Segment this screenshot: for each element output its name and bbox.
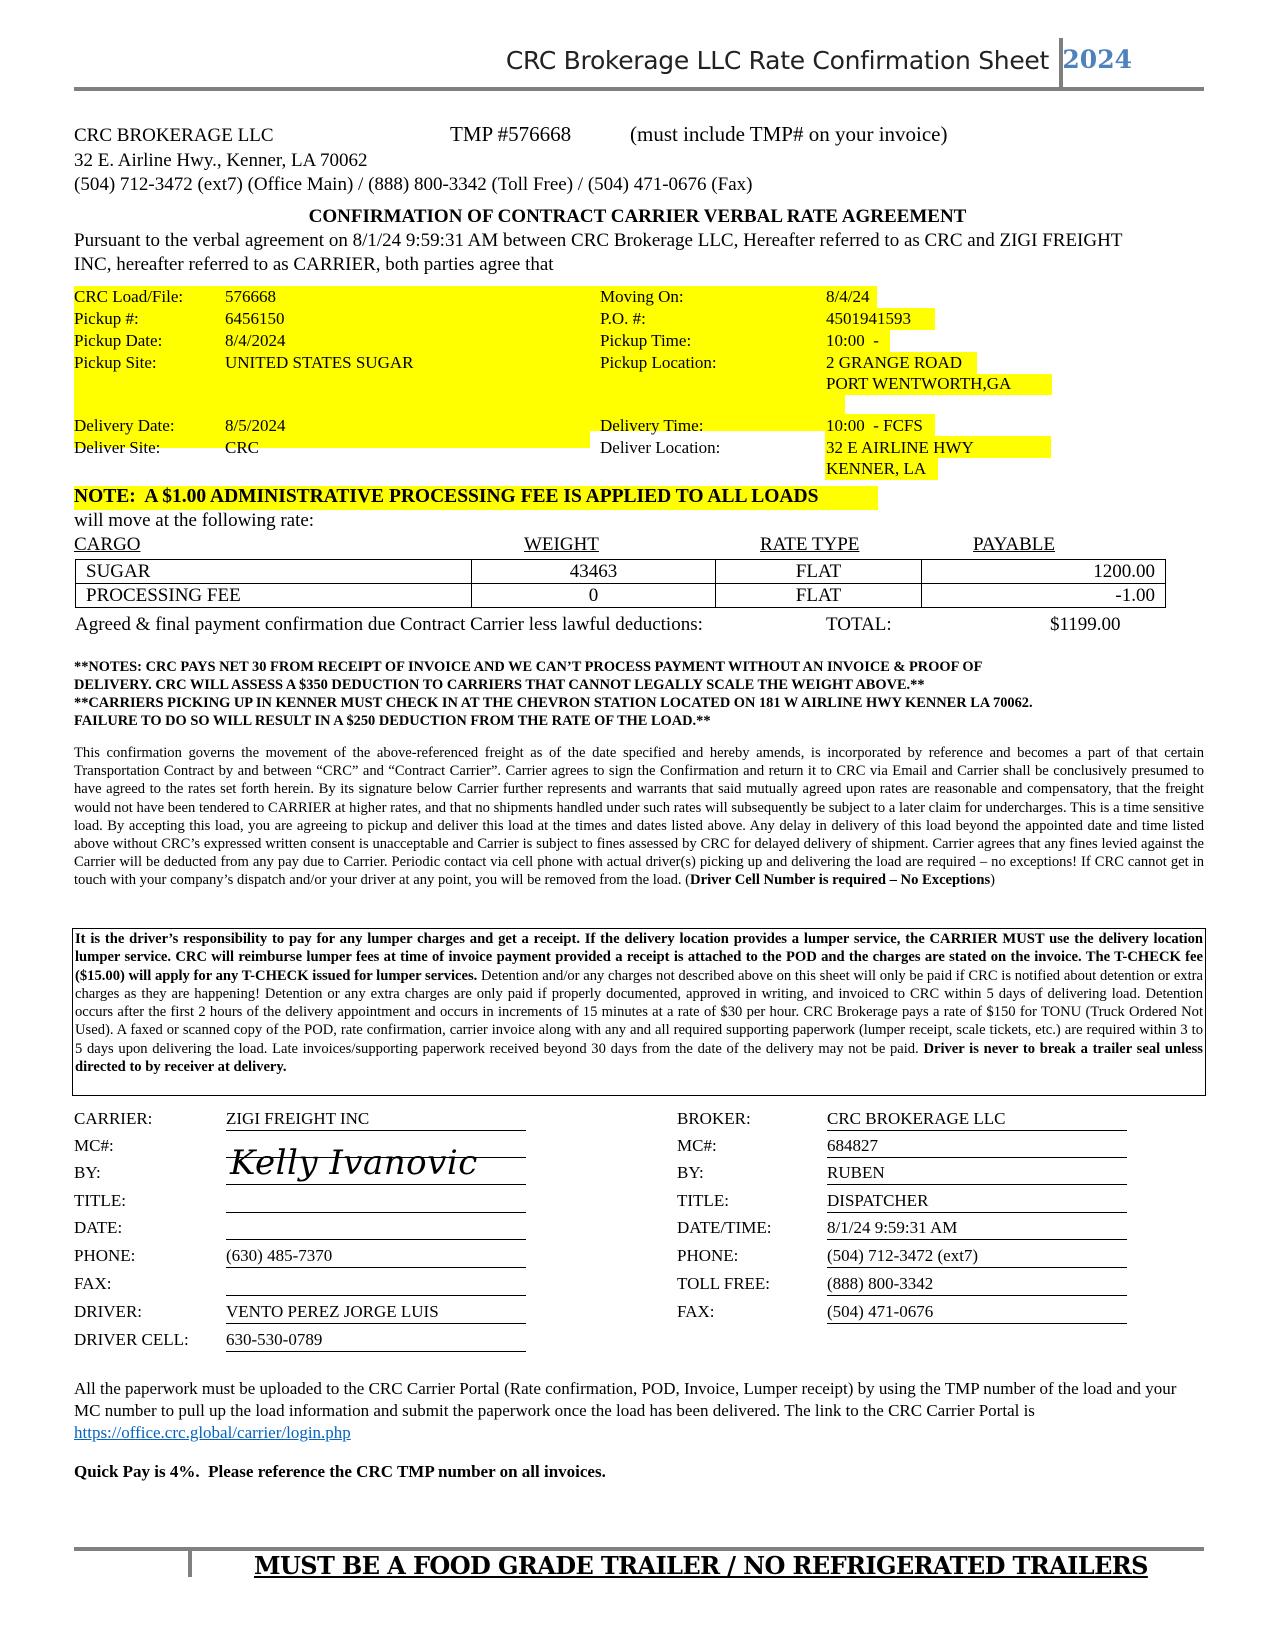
broker-phone-row [677, 1246, 1129, 1272]
driver-cell-row [74, 1330, 526, 1356]
driver-row [74, 1302, 526, 1328]
pickup-no-value: 6456150 [225, 309, 285, 328]
pickup-location-label: Pickup Location: [600, 353, 717, 372]
driver-cell-label: DRIVER CELL: [74, 1330, 189, 1349]
food-grade-trailer-notice: MUST BE A FOOD GRADE TRAILER / NO REFRIGERATED TRAILERS [254, 1551, 1148, 1580]
deliver-location-line-2: KENNER, LA [826, 459, 927, 478]
header-rate-type: RATE TYPE [760, 534, 860, 555]
delivery-time-label: Delivery Time: [600, 416, 704, 435]
broker-by-row [677, 1163, 1129, 1189]
broker-fax-label: FAX: [677, 1302, 715, 1321]
carrier-value: ZIGI FREIGHT INC [226, 1109, 526, 1131]
carrier-date-value [226, 1218, 526, 1240]
carrier-phone-label: PHONE: [74, 1246, 136, 1265]
notes-line: FAILURE TO DO SO WILL RESULT IN A $250 DEDUCTION FROM THE RATE OF THE LOAD.** [74, 713, 711, 729]
pickup-date-value: 8/4/2024 [225, 331, 286, 350]
quick-pay-note: Quick Pay is 4%. Please reference the CRC TMP number on all invoices. [74, 1462, 606, 1481]
broker-datetime-label: DATE/TIME: [677, 1218, 772, 1237]
broker-phone-value: (504) 712-3472 (ext7) [827, 1246, 1127, 1268]
terms-bold-tail: Driver Cell Number is required – No Exceptions [690, 872, 991, 889]
po-label: P.O. #: [600, 309, 646, 328]
broker-title-value: DISPATCHER [827, 1191, 1127, 1213]
driver-label: DRIVER: [74, 1302, 142, 1321]
total-label: TOTAL: [826, 614, 892, 635]
rate-type-cell: FLAT [716, 584, 922, 608]
carrier-date-row [74, 1218, 526, 1244]
deliver-location-line-1: 32 E AIRLINE HWY [826, 438, 974, 457]
lumper-policy-box [72, 928, 1206, 1096]
weight-cell: 0 [472, 584, 716, 608]
carrier-portal-link[interactable]: https://office.crc.global/carrier/login.php [74, 1423, 351, 1442]
agreement-line-2: INC, hereafter referred to as CARRIER, both parties agree that [74, 254, 554, 275]
carrier-fax-row [74, 1274, 526, 1300]
page-header [74, 42, 1204, 90]
broker-fax-row [677, 1302, 1129, 1328]
pickup-time-label: Pickup Time: [600, 331, 692, 350]
carrier-date-label: DATE: [74, 1218, 123, 1237]
pickup-site-label: Pickup Site: [74, 353, 157, 372]
broker-by-value: RUBEN [827, 1163, 1127, 1185]
pickup-date-label: Pickup Date: [74, 331, 163, 350]
deliver-location-label: Deliver Location: [600, 438, 721, 457]
agreement-line-1: Pursuant to the verbal agreement on 8/1/24 9:59:31 AM between CRC Brokerage LLC, Hereafter referred to as CRC and ZIGI FREIGHT [74, 230, 1123, 251]
broker-label: BROKER: [677, 1109, 751, 1128]
lumper-bold-1: It is the driver’s responsibility to pay for any lumper charges and get a receipt. If the delivery location provides a lumper service, the CARRIER MUST use the delivery location lumper service. CRC will reimburse lumper fees at time of invoice payment provided a receipt is attached to the POD and the charges are stated on the invoice. The T-CHECK fee ($15.00) will apply for any T-CHECK issued for lumper services. [75, 931, 1203, 984]
carrier-row [74, 1109, 526, 1135]
delivery-time-value: 10:00 - FCFS [826, 416, 923, 435]
pickup-location-line-2: PORT WENTWORTH,GA [826, 374, 1012, 393]
carrier-phone-row [74, 1246, 526, 1272]
cargo-cell: PROCESSING FEE [76, 584, 472, 608]
header-weight: WEIGHT [524, 534, 599, 555]
header-payable: PAYABLE [973, 534, 1056, 555]
payable-cell: 1200.00 [922, 560, 1166, 584]
broker-datetime-row [677, 1218, 1129, 1244]
notes-line: DELIVERY. CRC WILL ASSESS A $350 DEDUCTION TO CARRIERS THAT CANNOT LEGALLY SCALE THE WEIGHT ABOVE.** [74, 677, 925, 693]
moving-label: Moving On: [600, 287, 684, 306]
broker-mc-label: MC#: [677, 1136, 717, 1155]
rate-intro: will move at the following rate: [74, 510, 315, 531]
carrier-mc-label: MC#: [74, 1136, 114, 1155]
broker-title-label: TITLE: [677, 1191, 729, 1210]
broker-mc-value: 684827 [827, 1136, 1127, 1158]
notes-line: **NOTES: CRC PAYS NET 30 FROM RECEIPT OF INVOICE AND WE CAN’T PROCESS PAYMENT WITHOUT AN INVOICE & PROOF OF [74, 659, 983, 675]
carrier-signature: Kelly Ivanovic [230, 1143, 478, 1183]
portal-text: All the paperwork must be uploaded to the CRC Carrier Portal (Rate confirmation, POD, Invoice, Lumper receipt) by using the TMP number of the load and your MC number to pull up the load information and submit the paperwork once the load has been delivered. The link to the CRC Carrier Portal is [74, 1379, 1177, 1420]
broker-tollfree-row [677, 1274, 1129, 1300]
company-name: CRC BROKERAGE LLC [74, 125, 274, 146]
carrier-label: CARRIER: [74, 1109, 153, 1128]
footer-tick [188, 1547, 192, 1577]
weight-cell: 43463 [472, 560, 716, 584]
broker-row [677, 1109, 1129, 1135]
carrier-fax-value [226, 1274, 526, 1296]
lumper-bold-2: Driver is never to break a trailer seal unless directed to by receiver at delivery. [75, 1040, 1203, 1076]
broker-mc-row [677, 1136, 1129, 1162]
company-address: 32 E. Airline Hwy., Kenner, LA 70062 [74, 150, 368, 171]
agreed-payment-text: Agreed & final payment confirmation due Contract Carrier less lawful deductions: [75, 614, 703, 635]
rate-table [75, 559, 1166, 608]
broker-tollfree-value: (888) 800-3342 [827, 1274, 1127, 1296]
broker-by-label: BY: [677, 1163, 704, 1182]
agreement-heading: CONFIRMATION OF CONTRACT CARRIER VERBAL RATE AGREEMENT [308, 206, 967, 227]
terms-paragraph [74, 744, 1204, 890]
processing-fee-note: NOTE: A $1.00 ADMINISTRATIVE PROCESSING FEE IS APPLIED TO ALL LOADS [74, 486, 819, 507]
carrier-title-label: TITLE: [74, 1191, 126, 1210]
total-value: $1199.00 [1050, 614, 1121, 635]
header-rule [74, 87, 1204, 91]
driver-value: VENTO PEREZ JORGE LUIS [226, 1302, 526, 1324]
carrier-phone-value: (630) 485-7370 [226, 1246, 526, 1268]
delivery-date-value: 8/5/2024 [225, 416, 286, 435]
rate-type-cell: FLAT [716, 560, 922, 584]
terms-body: This confirmation governs the movement of the above-referenced freight as of the date specified and hereby amends, is incorporated by reference and becomes a part of that certain Transportation Contract by and between “CRC” and “Contract Carrier”. Carrier agrees to sign the Confirmation and return it to CRC via Email and Carrier shall be conclusively presumed to have agreed to the rates set forth herein. By its signature below Carrier further represents and warrants that said mutually agreed upon rates are reasonable and compensatory, that the freight would not have been tendered to CARRIER at higher rates, and that no shipments handled under such rates will subsequently be subject to a later claim for undercharges. This is a time sensitive load. By accepting this load, you are agreeing to pickup and deliver this load at the times and dates listed above. Any delay in delivery of this load beyond the appointed date and time listed above without CRC’s expressed written consent is unacceptable and Carrier is subject to fines assessed by CRC for delayed delivery of shipment. Carrier agrees that any fines levied against the Carrier will be deducted from any pay due to Carrier. Periodic contact via cell phone with actual driver(s) picking up and delivering the load are required – no exceptions! If CRC cannot get in touch with your company’s dispatch and/or your driver at any point, you will be removed from the load. ( [74, 745, 1204, 889]
po-value: 4501941593 [826, 309, 911, 328]
broker-phone-label: PHONE: [677, 1246, 739, 1265]
payment-notes [74, 658, 1204, 730]
broker-tollfree-label: TOLL FREE: [677, 1274, 771, 1293]
header-title: CRC Brokerage LLC Rate Confirmation Sheet [505, 46, 1049, 75]
carrier-title-value [226, 1191, 526, 1213]
terms-close: ) [990, 872, 996, 889]
pickup-time-value: 10:00 - [826, 331, 879, 350]
broker-fax-value: (504) 471-0676 [827, 1302, 1127, 1324]
deliver-site-label: Deliver Site: [74, 438, 161, 457]
highlight-cell [825, 395, 845, 414]
carrier-by-label: BY: [74, 1163, 101, 1182]
file-value: 576668 [225, 287, 276, 306]
deliver-site-value: CRC [225, 438, 260, 457]
broker-value: CRC BROKERAGE LLC [827, 1109, 1127, 1131]
pickup-site-value: UNITED STATES SUGAR [225, 353, 414, 372]
table-row [76, 560, 1166, 584]
broker-datetime-value: 8/1/24 9:59:31 AM [827, 1218, 1127, 1240]
delivery-date-label: Delivery Date: [74, 416, 175, 435]
notes-line: **CARRIERS PICKING UP IN KENNER MUST CHECK IN AT THE CHEVRON STATION LOCATED ON 181 W AIRLINE HWY KENNER LA 70062. [74, 695, 1033, 711]
header-cargo: CARGO [74, 534, 141, 555]
payable-cell: -1.00 [922, 584, 1166, 608]
broker-title-row [677, 1191, 1129, 1217]
lumper-normal: Detention and/or any charges not described above on this sheet will only be paid if CRC is notified about detention or extra charges as they are happening! Detention or any extra charges are only paid if properly documented, approved in writing, and invoiced to CRC within 5 days of delivering load. Detention occurs after the first 2 hours of the delivery appointment and occurs in increments of 15 minutes at a rate of $30 per hour. CRC Brokerage pays a rate of $150 for TONU (Truck Ordered Not Used). A faxed or scanned copy of the POD, rate confirmation, carrier invoice along with any and all required supporting paperwork (lumper receipt, scale tickets, etc.) are required within 3 to 5 days upon delivering the load. Late invoices/supporting paperwork received beyond 30 days from the date of the delivery may not be paid. [75, 967, 1203, 1057]
pickup-no-label: Pickup #: [74, 309, 139, 328]
moving-value: 8/4/24 [826, 287, 870, 306]
driver-cell-value: 630-530-0789 [226, 1330, 526, 1352]
table-row [76, 584, 1166, 608]
tmp-note: (must include TMP# on your invoice) [630, 122, 948, 146]
carrier-fax-label: FAX: [74, 1274, 112, 1293]
cargo-cell: SUGAR [76, 560, 472, 584]
tmp-number: TMP #576668 [450, 122, 572, 146]
carrier-title-row [74, 1191, 526, 1217]
portal-paragraph [74, 1378, 1204, 1444]
company-phones: (504) 712-3472 (ext7) (Office Main) / (888) 800-3342 (Toll Free) / (504) 471-0676 (Fax) [74, 174, 753, 195]
pickup-location-line-1: 2 GRANGE ROAD [826, 353, 962, 372]
file-label: CRC Load/File: [74, 287, 184, 306]
header-year: 2024 [1062, 45, 1132, 74]
